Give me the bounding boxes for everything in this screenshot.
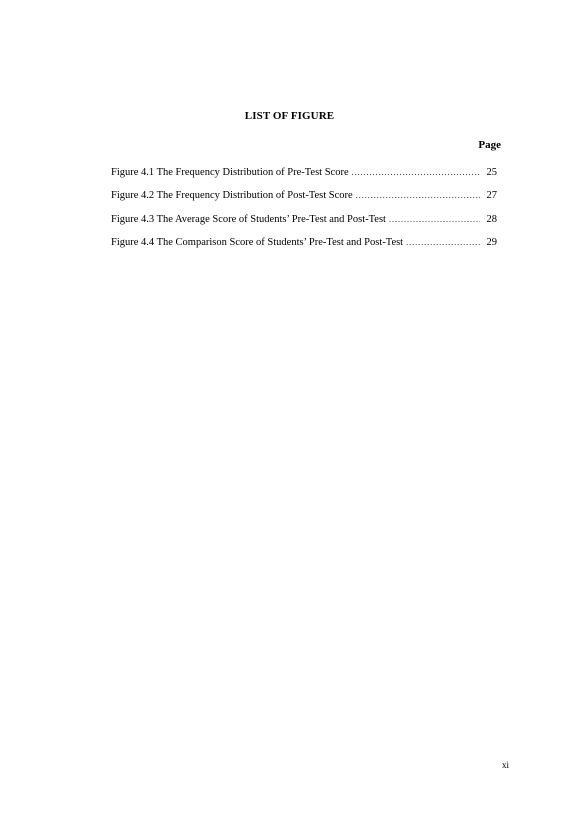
figure-title: Figure 4.2 The Frequency Distribution of Post-Test Score: [111, 190, 353, 202]
figure-list-item: [111, 214, 497, 237]
figure-page-number: 25: [486, 167, 497, 178]
page-column-label: Page: [478, 139, 501, 151]
figure-page-number: 27: [486, 190, 497, 202]
figure-list: [111, 167, 497, 260]
figure-list-item: [111, 190, 497, 213]
dot-leader: [352, 168, 480, 177]
figure-list-item: [111, 237, 497, 260]
dot-leader: [389, 215, 480, 224]
figure-title: Figure 4.1 The Frequency Distribution of Pre-Test Score: [111, 167, 349, 178]
dot-leader: [356, 191, 480, 200]
figure-list-item: [111, 167, 497, 190]
figure-page-number: 29: [486, 236, 497, 248]
page-number-footer: xi: [501, 760, 509, 770]
figure-page-number: 28: [486, 213, 497, 225]
dot-leader: [406, 238, 480, 247]
page-title: LIST OF FIGURE: [244, 110, 335, 122]
figure-title: Figure 4.4 The Comparison Score of Students’ Pre-Test and Post-Test: [111, 236, 404, 248]
figure-title: Figure 4.3 The Average Score of Students’ Pre-Test and Post-Test: [111, 213, 386, 225]
